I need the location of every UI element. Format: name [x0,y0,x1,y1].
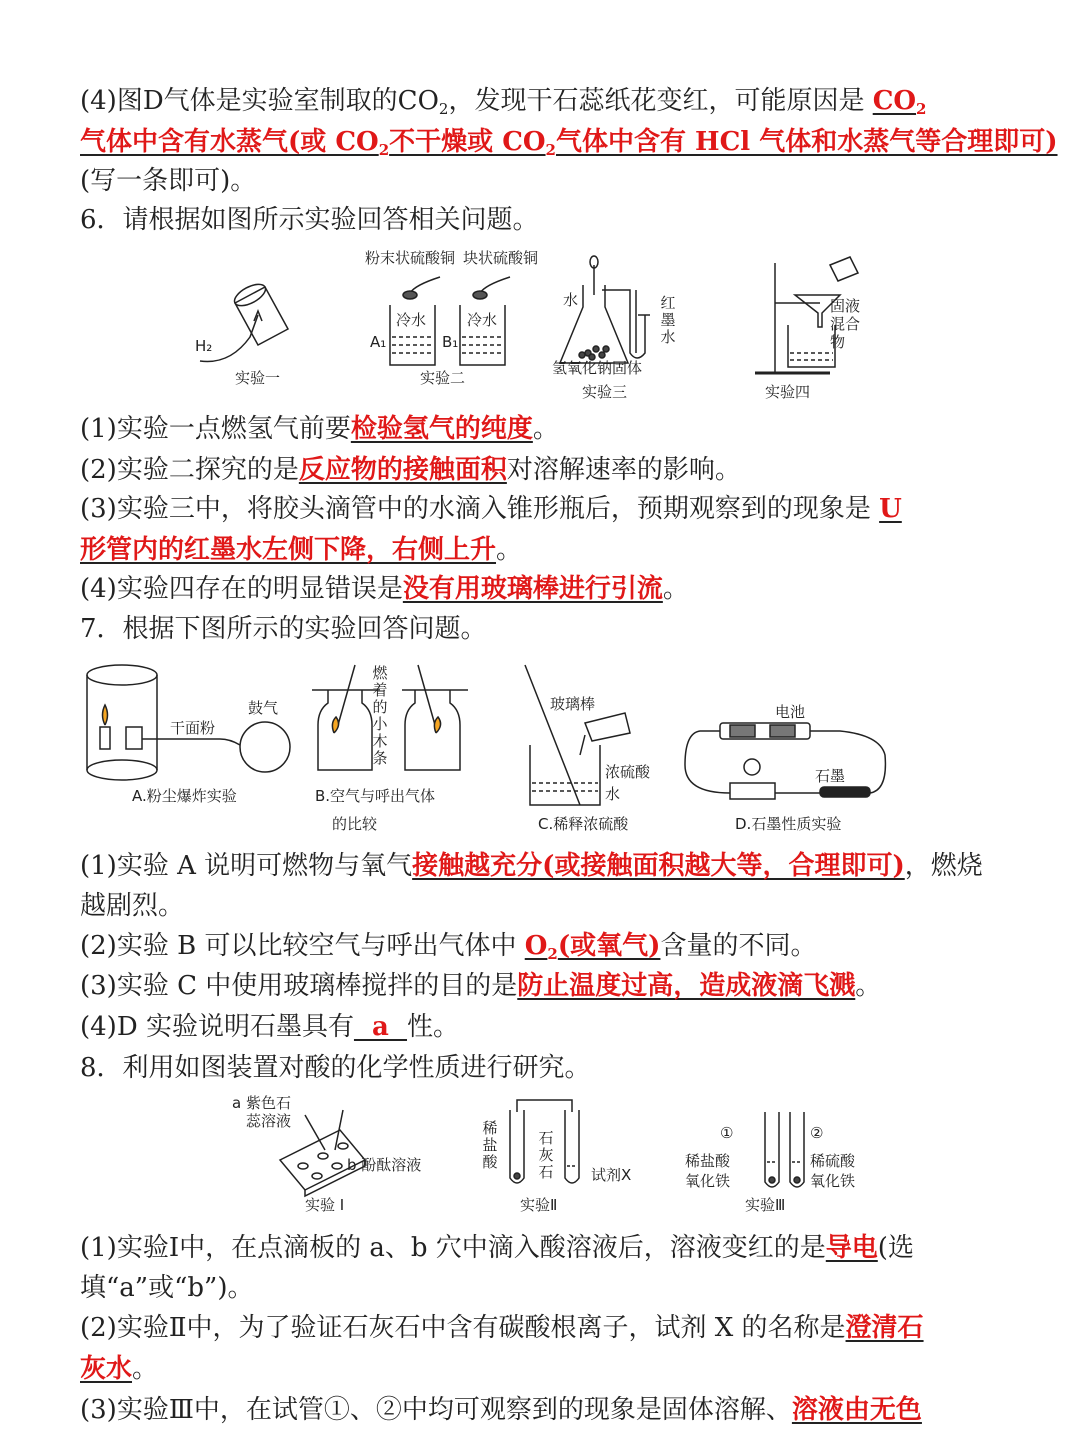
blow-label: 鼓气 [248,699,279,717]
q5-p4-prefix: (4)图D气体是实验室制取的CO [80,86,439,116]
q8-p1-line1: (1)实验Ⅰ中，在点滴板的 a、b 穴中滴入酸溶液后，溶液变红的是导电(选 [80,1233,914,1263]
h2-label: H₂ [195,337,213,355]
q7-title: 7．根据下图所示的实验回答问题。 [80,614,487,644]
acid-label: 浓硫酸 [605,763,651,781]
q7-p4: (4)D 实验说明石墨具有 a 性。 [80,1012,460,1042]
fe2-label: 氧化铁 [810,1172,856,1190]
a1-label: A₁ [370,333,387,351]
q6-p2-answer: 反应物的接触面积 [298,455,507,485]
q5-p4-line3: (写一条即可)。 [80,166,257,196]
stick-label: 燃着的小木条 [372,664,388,767]
q7-diagram [80,655,1010,835]
q8-p2-answer-start: 澄清石 [845,1313,924,1343]
exp1-caption: 实验一 [235,369,281,387]
q8-p2-line1: (2)实验Ⅱ中，为了验证石灰石中含有碳酸根离子，试剂 X 的名称是澄清石 [80,1313,924,1343]
q6-p1-answer: 检验氢气的纯度 [350,414,533,444]
capA: A.粉尘爆炸实验 [132,787,237,805]
powder-label: 粉末状硫酸铜 [365,249,456,267]
q7-p1-answer: 接触越充分(或接触面积越大等，合理即可) [412,851,905,881]
cold-water-1: 冷水 [396,311,427,329]
hcl-label: 稀盐酸 [482,1119,498,1171]
q6-p3-line1: (3)实验三中，将胶头滴管中的水滴入锥形瓶后，预期观察到的现象是 U [80,494,902,524]
exp3-flask-icon [560,256,650,363]
rod-label: 玻璃棒 [550,695,596,713]
q5-p4-line2 [80,124,1058,168]
b-label: b 酚酞溶液 [347,1156,422,1174]
hcl2-label: 稀盐酸 [685,1152,731,1170]
capB2: 的比较 [332,815,378,833]
q5-p4-answer-start: $CO_2$ [872,86,927,118]
dilution-icon [525,665,630,805]
mixture-label: 固液混合物 [830,297,861,351]
q8-cap3: 实验Ⅲ [745,1196,786,1214]
q7-p4-answer: a [353,1012,408,1042]
q8-p1-line2: 填“a”或“b”)。 [80,1273,254,1303]
q6-p3-answer: 形管内的红墨水左侧下降，右侧上升 [80,535,497,565]
tube2-number: ② [810,1124,824,1142]
q6-p4-answer: 没有用玻璃棒进行引流 [402,574,663,604]
q8-p1-answer: 导电 [825,1233,878,1263]
exp1-beaker-icon [200,280,288,362]
battery-label: 电池 [775,703,806,721]
c-water-label: 水 [605,785,621,803]
q7-p2-answer: $O_2$(或氧气) [524,931,661,963]
breath-compare-icon [312,665,468,770]
q6-p4: (4)实验四存在的明显错误是没有用玻璃棒进行引流。 [80,574,689,604]
cold-water-2: 冷水 [467,311,498,329]
tube1-number: ① [720,1124,734,1142]
q6-title: 6．请根据如图所示实验回答相关问题。 [80,205,539,235]
q5-p4-line1: (4)图D气体是实验室制取的$CO_2$，发现干石蕊纸花变红，可能原因是 $CO_2$ [80,86,927,118]
q6-diagram [190,245,840,405]
q8-title: 8．利用如图装置对酸的化学性质进行研究。 [80,1053,591,1083]
q8-p2-answer: 灰水 [80,1354,133,1384]
red-ink-label: 红墨水 [660,294,676,346]
b1-label: B₁ [442,333,459,351]
q6-p3-answer-start: U [879,494,902,524]
block-label: 块状硫酸铜 [463,249,539,267]
a-label: a 紫色石蕊溶液 [232,1094,291,1130]
flour-label: 干面粉 [170,719,216,737]
capB1: B.空气与呼出气体 [315,787,436,805]
q7-p3-answer: 防止温度过高，造成液滴飞溅 [517,971,856,1001]
water-label: 水 [563,291,579,309]
q5-p4-answer: 气体中含有水蒸气(或 $CO_2$不干燥或 $CO_2$气体中含有 HCl 气体和水蒸气等合理即可) [80,127,1058,159]
reagent-x-label: 试剂X [591,1166,632,1184]
q7-p1-line1: (1)实验 A 说明可燃物与氧气接触越充分(或接触面积越大等，合理即可)，燃烧 [80,851,983,881]
h2so4-label: 稀硫酸 [810,1152,856,1170]
naoh-label: 氢氧化钠固体 [552,359,643,377]
q6-figure [190,245,861,405]
q8-cap2: 实验Ⅱ [520,1196,558,1214]
q8-p3: (3)实验Ⅲ中，在试管①、②中均可观察到的现象是固体溶解、溶液由无色 [80,1395,922,1425]
graphite-label: 石墨 [815,767,846,785]
q7-p1-line2: 越剧烈。 [80,891,185,921]
exp3-caption: 实验三 [582,383,628,401]
q8-p3-answer: 溶液由无色 [791,1395,922,1425]
q6-p3-line2: 形管内的红墨水左侧下降，右侧上升。 [80,535,523,565]
q8-cap1: 实验 I [305,1196,345,1214]
capD: D.石墨性质实验 [735,815,842,833]
q6-p2: (2)实验二探究的是反应物的接触面积对溶解速率的影响。 [80,455,741,485]
spot-plate-icon [280,1110,365,1196]
q7-p3: (3)实验 C 中使用玻璃棒搅拌的目的是防止温度过高，造成液滴飞溅。 [80,971,882,1001]
q6-p1: (1)实验一点燃氢气前要检验氢气的纯度。 [80,414,559,444]
tubes-iii-icon [765,1112,804,1187]
q8-p2-line2: 灰水。 [80,1354,159,1384]
fe1-label: 氧化铁 [685,1172,731,1190]
q7-figure [80,655,1010,835]
capC: C.稀释浓硫酸 [538,815,629,833]
q8-figure [225,1090,875,1220]
limestone-label: 石灰石 [538,1129,554,1181]
exp2-caption: 实验二 [420,369,466,387]
exp4-caption: 实验四 [765,383,811,401]
q7-p2: (2)实验 B 可以比较空气与呼出气体中 $O_2$(或氧气)含量的不同。 [80,931,817,963]
graphite-circuit-icon [685,723,885,799]
